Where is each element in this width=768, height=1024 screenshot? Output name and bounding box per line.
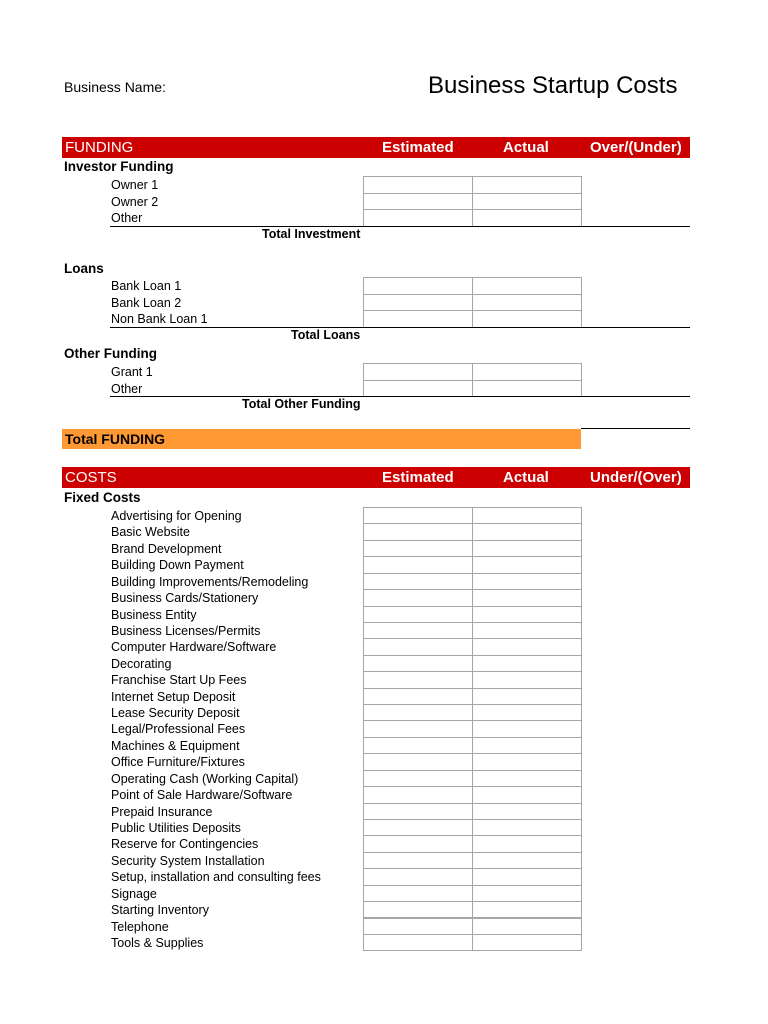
under-over-column-header: Under/(Over) (590, 469, 682, 486)
estimated-input-cell[interactable] (363, 720, 473, 737)
loans-heading: Loans (64, 261, 104, 276)
investor-total-rule (110, 226, 690, 227)
actual-input-cell[interactable] (472, 720, 582, 737)
actual-input-cell[interactable] (472, 688, 582, 705)
line-item-label: Operating Cash (Working Capital) (111, 771, 299, 786)
estimated-input-cell[interactable] (363, 176, 473, 194)
actual-input-cell[interactable] (472, 852, 582, 869)
actual-input-cell[interactable] (472, 622, 582, 639)
line-item-label: Owner 2 (111, 194, 159, 209)
line-item-label: Business Entity (111, 607, 197, 622)
line-item-label: Bank Loan 2 (111, 295, 182, 310)
estimated-input-cell[interactable] (363, 655, 473, 672)
costs-actual-column-header: Actual (503, 469, 549, 486)
actual-input-cell[interactable] (472, 176, 582, 194)
actual-input-cell[interactable] (472, 737, 582, 754)
total-investment-label: Total Investment (262, 227, 361, 241)
actual-input-cell[interactable] (472, 803, 582, 820)
costs-estimated-column-header: Estimated (382, 469, 454, 486)
line-item-label: Building Improvements/Remodeling (111, 574, 309, 589)
line-item-label: Owner 1 (111, 178, 159, 192)
estimated-input-cell[interactable] (363, 294, 473, 312)
actual-input-cell[interactable] (472, 934, 582, 951)
funding-header-bar (62, 137, 690, 158)
actual-input-cell[interactable] (472, 380, 582, 398)
actual-input-cell[interactable] (472, 901, 582, 918)
line-item-label: Reserve for Contingencies (111, 837, 259, 852)
business-name-label: Business Name: (64, 79, 166, 95)
line-item-label: Machines & Equipment (111, 738, 240, 753)
costs-section-label: COSTS (65, 469, 117, 486)
actual-input-cell[interactable] (472, 606, 582, 623)
actual-input-cell[interactable] (472, 523, 582, 540)
actual-input-cell[interactable] (472, 704, 582, 721)
estimated-input-cell[interactable] (363, 934, 473, 951)
line-item-label: Office Furniture/Fixtures (111, 755, 245, 770)
line-item-label: Franchise Start Up Fees (111, 673, 247, 688)
line-item-label: Internet Setup Deposit (111, 689, 236, 704)
estimated-input-cell[interactable] (363, 918, 473, 935)
estimated-input-cell[interactable] (363, 803, 473, 820)
estimated-input-cell[interactable] (363, 901, 473, 918)
actual-input-cell[interactable] (472, 209, 582, 227)
line-item-label: Non Bank Loan 1 (111, 312, 208, 327)
total-funding-label: Total FUNDING (65, 431, 166, 447)
actual-input-cell[interactable] (472, 786, 582, 803)
line-item-label: Grant 1 (111, 365, 153, 379)
line-item-label: Starting Inventory (111, 903, 209, 918)
actual-input-cell[interactable] (472, 310, 582, 328)
actual-column-header: Actual (503, 139, 549, 156)
estimated-input-cell[interactable] (363, 380, 473, 398)
line-item-label: Computer Hardware/Software (111, 640, 277, 655)
estimated-input-cell[interactable] (363, 310, 473, 328)
estimated-input-cell[interactable] (363, 835, 473, 852)
actual-input-cell[interactable] (472, 753, 582, 770)
estimated-input-cell[interactable] (363, 704, 473, 721)
estimated-input-cell[interactable] (363, 852, 473, 869)
total-funding-bar (62, 429, 581, 449)
estimated-column-header: Estimated (382, 139, 454, 156)
estimated-input-cell[interactable] (363, 885, 473, 902)
line-item-label: Other (111, 381, 143, 396)
estimated-input-cell[interactable] (363, 622, 473, 639)
estimated-input-cell[interactable] (363, 868, 473, 885)
total-funding-rule (581, 428, 690, 429)
other-funding-heading: Other Funding (64, 346, 157, 361)
actual-input-cell[interactable] (472, 573, 582, 590)
line-item-label: Tools & Supplies (111, 935, 204, 950)
estimated-input-cell[interactable] (363, 770, 473, 787)
estimated-input-cell[interactable] (363, 209, 473, 227)
estimated-input-cell[interactable] (363, 786, 473, 803)
actual-input-cell[interactable] (472, 556, 582, 573)
estimated-input-cell[interactable] (363, 671, 473, 688)
actual-input-cell[interactable] (472, 363, 582, 381)
other-total-rule (110, 396, 690, 397)
page-title: Business Startup Costs (428, 72, 678, 99)
investor-funding-heading: Investor Funding (64, 159, 174, 174)
costs-header-bar (62, 467, 690, 488)
line-item-label: Basic Website (111, 525, 190, 540)
actual-input-cell[interactable] (472, 655, 582, 672)
actual-input-cell[interactable] (472, 868, 582, 885)
actual-input-cell[interactable] (472, 918, 582, 935)
line-item-label: Point of Sale Hardware/Software (111, 788, 293, 803)
estimated-input-cell[interactable] (363, 507, 473, 524)
estimated-input-cell[interactable] (363, 638, 473, 655)
line-item-label: Building Down Payment (111, 558, 244, 573)
line-item-label: Setup, installation and consulting fees (111, 870, 321, 885)
actual-input-cell[interactable] (472, 193, 582, 211)
line-item-label: Advertising for Opening (111, 509, 242, 523)
over-under-column-header: Over/(Under) (590, 139, 682, 156)
actual-input-cell[interactable] (472, 885, 582, 902)
estimated-input-cell[interactable] (363, 589, 473, 606)
line-item-label: Legal/Professional Fees (111, 722, 246, 737)
estimated-input-cell[interactable] (363, 573, 473, 590)
total-loans-label: Total Loans (291, 328, 361, 342)
actual-input-cell[interactable] (472, 589, 582, 606)
fixed-costs-heading: Fixed Costs (64, 490, 141, 505)
line-item-label: Prepaid Insurance (111, 804, 213, 819)
actual-input-cell[interactable] (472, 638, 582, 655)
actual-input-cell[interactable] (472, 770, 582, 787)
estimated-input-cell[interactable] (363, 753, 473, 770)
estimated-input-cell[interactable] (363, 193, 473, 211)
line-item-label: Brand Development (111, 541, 222, 556)
loans-total-rule (110, 327, 690, 328)
line-item-label: Business Cards/Stationery (111, 591, 259, 606)
actual-input-cell[interactable] (472, 294, 582, 312)
estimated-input-cell[interactable] (363, 523, 473, 540)
funding-section-label: FUNDING (65, 139, 134, 156)
actual-input-cell[interactable] (472, 835, 582, 852)
actual-input-cell[interactable] (472, 671, 582, 688)
line-item-label: Public Utilities Deposits (111, 820, 241, 835)
line-item-label: Signage (111, 886, 157, 901)
estimated-input-cell[interactable] (363, 277, 473, 295)
actual-input-cell[interactable] (472, 819, 582, 836)
line-item-label: Security System Installation (111, 853, 265, 868)
estimated-input-cell[interactable] (363, 540, 473, 557)
actual-input-cell[interactable] (472, 277, 582, 295)
actual-input-cell[interactable] (472, 540, 582, 557)
actual-input-cell[interactable] (472, 507, 582, 524)
estimated-input-cell[interactable] (363, 363, 473, 381)
line-item-label: Bank Loan 1 (111, 279, 182, 293)
estimated-input-cell[interactable] (363, 688, 473, 705)
line-item-label: Business Licenses/Permits (111, 623, 261, 638)
estimated-input-cell[interactable] (363, 819, 473, 836)
line-item-label: Lease Security Deposit (111, 706, 240, 721)
estimated-input-cell[interactable] (363, 737, 473, 754)
estimated-input-cell[interactable] (363, 556, 473, 573)
estimated-input-cell[interactable] (363, 606, 473, 623)
line-item-label: Telephone (111, 919, 169, 934)
total-other-funding-label: Total Other Funding (242, 397, 361, 411)
line-item-label: Other (111, 211, 143, 226)
line-item-label: Decorating (111, 656, 172, 671)
